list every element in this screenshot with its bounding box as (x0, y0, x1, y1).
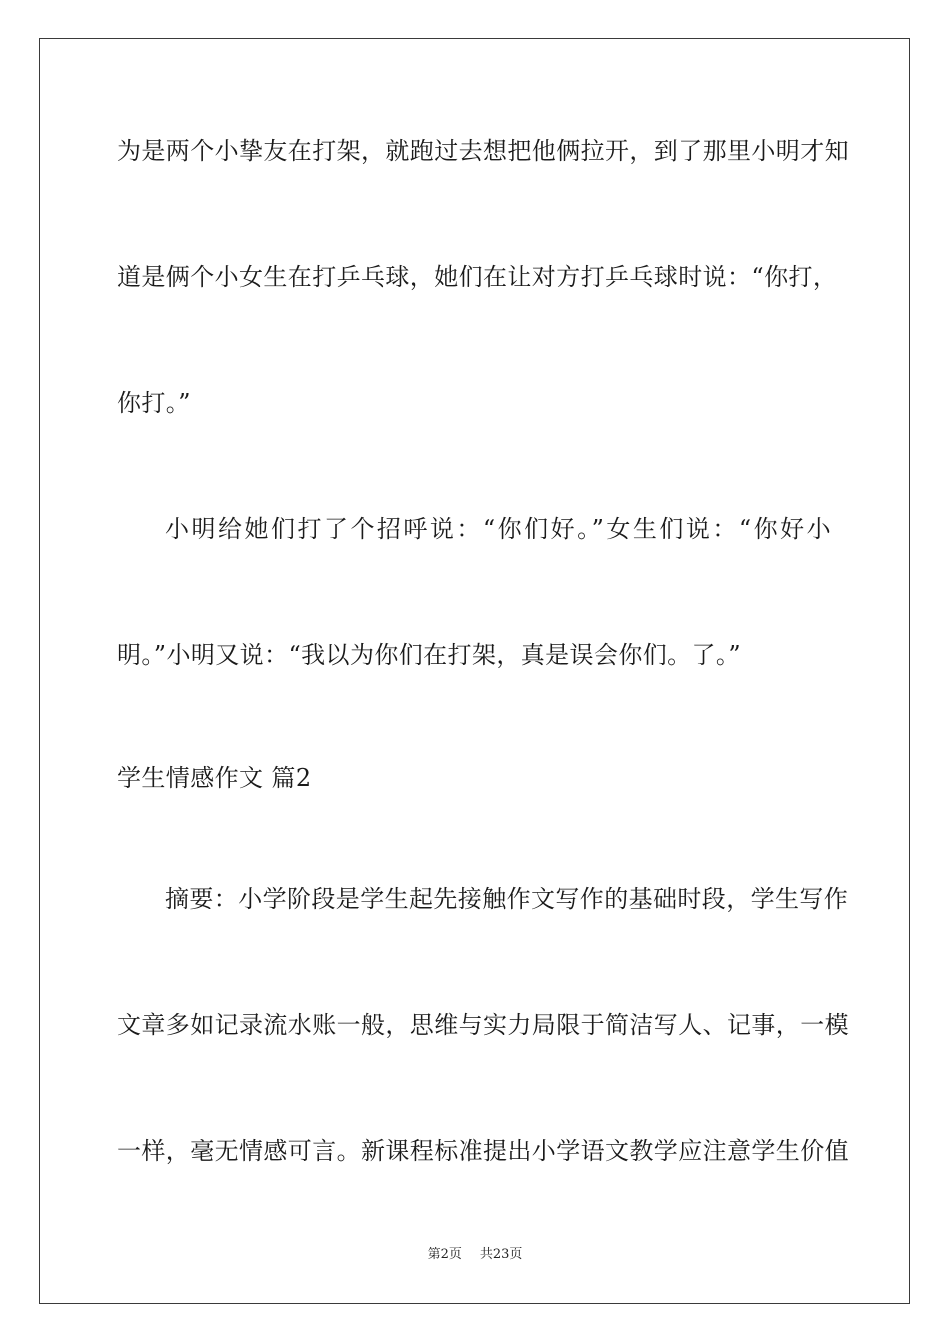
page-total: 共23页 (479, 1247, 523, 1262)
paragraph-line-2: 道是俩个小女生在打乒乓球，她们在让对方打乒乓球时说：“你打， (117, 263, 838, 291)
paragraph-line-4: 小明给她们打了个招呼说：“你们好。”女生们说：“你好小 (165, 515, 831, 543)
page-border (39, 38, 910, 1304)
page-number: 第2页 (427, 1247, 462, 1262)
paragraph-line-1: 为是两个小挚友在打架，就跑过去想把他俩拉开，到了那里小明才知 (117, 137, 849, 165)
section-heading: 学生情感作文 篇2 (117, 764, 312, 792)
page-footer (0, 1247, 950, 1263)
abstract-line-1: 摘要：小学阶段是学生起先接触作文写作的基础时段，学生写作 (165, 885, 849, 913)
paragraph-line-5: 明。”小明又说：“我以为你们在打架，真是误会你们。了。” (117, 641, 742, 669)
abstract-line-2: 文章多如记录流水账一般，思维与实力局限于简洁写人、记事，一模 (117, 1011, 849, 1039)
paragraph-line-3: 你打。” (117, 389, 191, 417)
abstract-line-3: 一样，毫无情感可言。新课程标准提出小学语文教学应注意学生价值 (117, 1137, 849, 1165)
